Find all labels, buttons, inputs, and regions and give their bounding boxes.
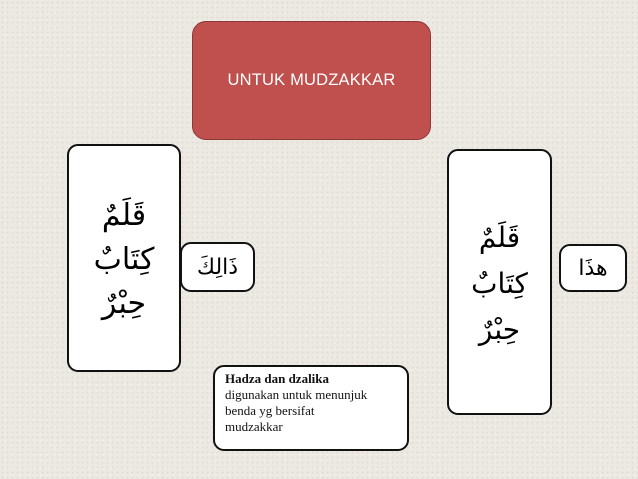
demonstrative-hadza-box	[559, 244, 627, 292]
right-word-list	[447, 149, 552, 415]
note-heading: Hadza dan dzalika	[225, 371, 330, 386]
note-line: benda yg bersifat	[225, 403, 315, 418]
title-box	[192, 21, 431, 140]
note-line: mudzakkar	[225, 419, 283, 434]
title-text: UNTUK MUDZAKKAR	[227, 71, 396, 89]
left-word-kitab: كِتَابٌ	[93, 242, 155, 277]
left-word-list	[67, 144, 181, 372]
note-line: digunakan untuk menunjuk	[225, 387, 368, 402]
right-word-kitab: كِتَابٌ	[471, 267, 528, 300]
demonstrative-dzalika: ذَالِكَ	[196, 254, 239, 280]
left-word-hibr: حِبْرٌ	[101, 286, 147, 321]
right-word-hibr: حِبْرٌ	[478, 313, 521, 346]
explanation-note	[213, 365, 409, 451]
demonstrative-hadza: هذَا	[578, 255, 608, 281]
demonstrative-dzalika-box	[180, 242, 255, 292]
left-word-qalam: قَلَمٌ	[101, 198, 147, 233]
right-word-qalam: قَلَمٌ	[478, 221, 521, 254]
